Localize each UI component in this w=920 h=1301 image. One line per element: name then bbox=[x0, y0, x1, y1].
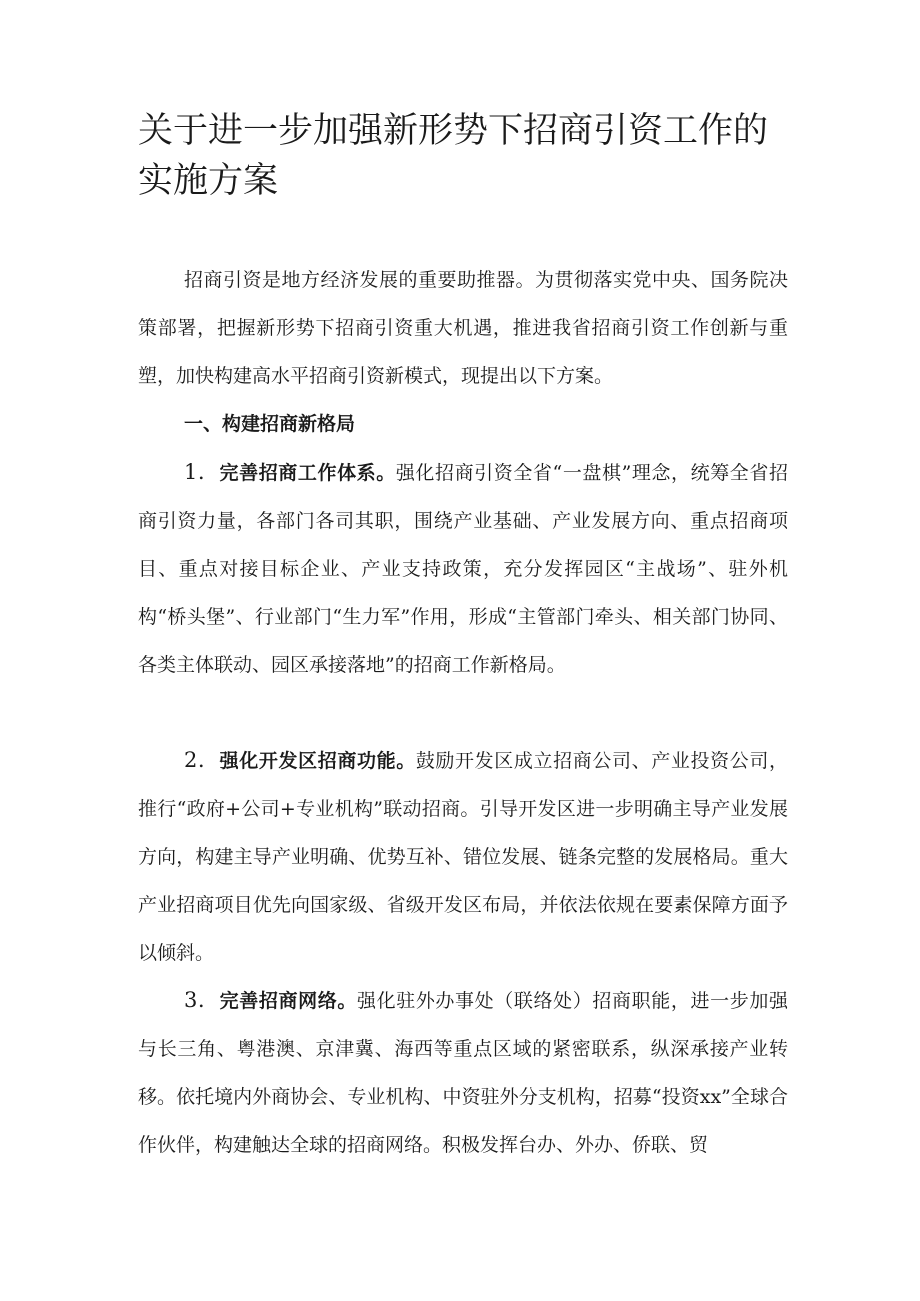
item-lead: 完善招商工作体系。 bbox=[219, 462, 396, 484]
document-title: 关于进一步加强新形势下招商引资工作的实施方案 bbox=[138, 111, 769, 201]
item-lead: 强化开发区招商功能。 bbox=[219, 750, 416, 772]
list-item-3 bbox=[138, 976, 788, 1169]
item-text: 强化驻外办事处（联络处）招商职能，进一步加强与长三角、粤港澳、京津冀、海西等重点区域的紧密联系，纵深承接产业转移。依托境内外商协会、专业机构、中资驻外分支机构，招募“投资xx”全球合作伙伴，构建触达全球的招商网络。积极发挥台办、外办、侨联、贸 bbox=[138, 990, 788, 1156]
item-number: 2． bbox=[184, 748, 220, 772]
item-lead: 完善招商网络。 bbox=[219, 990, 357, 1012]
item-text: 鼓励开发区成立招商公司、产业投资公司，推行“政府+公司+专业机构”联动招商。引导开发区进一步明确主导产业发展方向，构建主导产业明确、优势互补、错位发展、链条完整的发展格局。重大产业招商项目优先向国家级、省级开发区布局，并依法依规在要素保障方面予以倾斜。 bbox=[138, 750, 788, 964]
intro-paragraph: 招商引资是地方经济发展的重要助推器。为贯彻落实党中央、国务院决策部署，把握新形势下招商引资重大机遇，推进我省招商引资工作创新与重塑，加快构建高水平招商引资新模式，现提出以下方案。 bbox=[138, 269, 788, 387]
section-heading: 一、构建招商新格局 bbox=[184, 413, 356, 435]
list-item-2 bbox=[138, 736, 788, 977]
item-number: 1． bbox=[184, 460, 220, 484]
item-text: 强化招商引资全省“一盘棋”理念，统筹全省招商引资力量，各部门各司其职，围绕产业基础、产业发展方向、重点招商项目、重点对接目标企业、产业支持政策，充分发挥园区“主战场”、驻外机构“桥头堡”、行业部门“生力军”作用，形成“主管部门牵头、相关部门协同、各类主体联动、园区承接落地”的招商工作新格局。 bbox=[138, 462, 788, 676]
list-item-1 bbox=[138, 448, 788, 689]
item-number: 3． bbox=[184, 988, 220, 1012]
